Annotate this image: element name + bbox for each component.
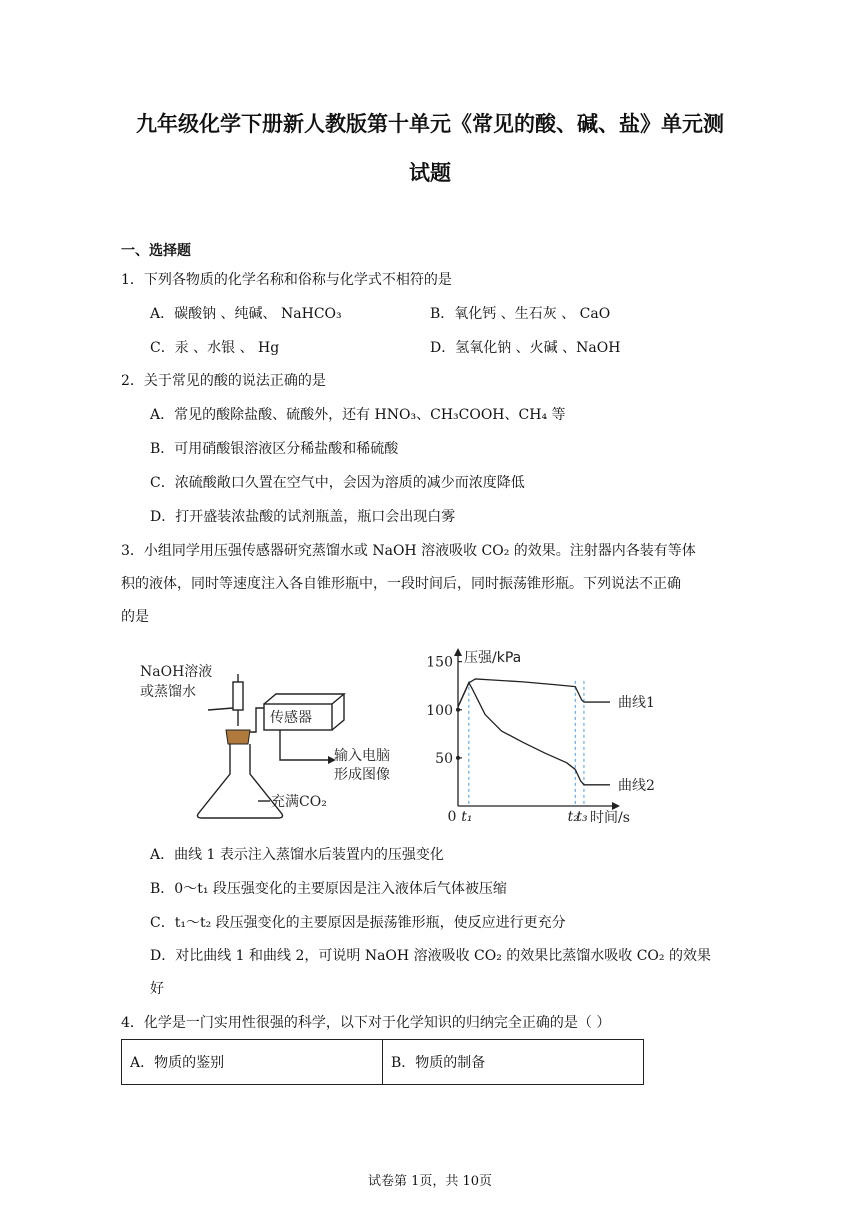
table-cell-b: B．物质的制备 — [383, 1040, 644, 1085]
rubber-stopper — [226, 730, 250, 744]
q4-stem: 4．化学是一门实用性很强的科学，以下对于化学知识的归纳完全正确的是（ ） — [121, 1015, 611, 1031]
page-title-continued: 试题 — [409, 161, 451, 185]
y-tick-label: 50 — [435, 750, 453, 767]
y-tick-dot — [456, 756, 460, 760]
q2-option-d: D．打开盛装浓盐酸的试剂瓶盖，瓶口会出现白雾 — [150, 509, 456, 525]
table-row — [122, 1040, 644, 1085]
series-line-2 — [458, 683, 610, 785]
q3-stem-line3: 的是 — [121, 609, 149, 625]
x-tick-label: 0 — [447, 809, 457, 825]
page-footer: 试卷第 1页，共 10页 — [367, 1174, 493, 1189]
q2-option-c: C．浓硫酸敞口久置在空气中，会因为溶质的减少而浓度降低 — [150, 475, 525, 491]
table-cell-a: A．物质的鉴别 — [122, 1040, 383, 1085]
syringe-barrel — [233, 682, 243, 710]
y-tick-label: 100 — [426, 702, 453, 719]
apparatus-diagram — [138, 646, 388, 826]
q1-option-c: C．汞 、水银 、 Hg — [150, 340, 280, 356]
q3-option-a: A．曲线 1 表示注入蒸馏水后装置内的压强变化 — [150, 847, 444, 863]
q3-option-d-line2: 好 — [150, 981, 164, 997]
q2-option-b: B．可用硝酸银溶液区分稀盐酸和稀硫酸 — [150, 441, 399, 457]
y-tick-label: 150 — [426, 654, 453, 671]
q3-stem-line1: 3．小组同学用压强传感器研究蒸馏水或 NaOH 溶液吸收 CO₂ 的效果。注射器内各装有等体 — [121, 543, 696, 559]
sensor-tube — [245, 708, 264, 732]
q1-option-d: D．氢氧化钠 、火碱 、NaOH — [430, 340, 621, 356]
x-axis-label: 时间/s — [590, 810, 630, 826]
q2-stem: 2．关于常见的酸的说法正确的是 — [121, 373, 326, 389]
diagram-label-sensor: 传感器 — [270, 710, 312, 726]
q3-stem-line2: 积的液体，同时等速度注入各自锥形瓶中，一段时间后，同时振荡锥形瓶。下列说法不正确 — [121, 576, 681, 592]
diagram-label-liquid2: 或蒸馏水 — [140, 684, 196, 700]
y-axis-label: 压强/kPa — [464, 650, 522, 666]
q3-option-d-line1: D．对比曲线 1 和曲线 2，可说明 NaOH 溶液吸收 CO₂ 的效果比蒸馏水吸收 CO₂ 的效果 — [150, 948, 711, 964]
q1-stem: 1．下列各物质的化学名称和俗称与化学式不相符的是 — [121, 272, 452, 288]
diagram-label-gas: 充满CO₂ — [271, 794, 327, 810]
y-axis-arrow — [454, 648, 462, 656]
q3-option-c: C．t₁～t₂ 段压强变化的主要原因是振荡锥形瓶，使反应进行更充分 — [150, 915, 566, 931]
x-tick-label: t₃ — [576, 809, 588, 825]
series-line-1 — [458, 679, 610, 707]
series-label-2: 曲线2 — [618, 777, 655, 794]
section-heading: 一、选择题 — [121, 243, 191, 259]
page-title: 九年级化学下册新人教版第十单元《常见的酸、碱、盐》单元测 — [136, 112, 724, 136]
x-axis-arrow — [612, 802, 620, 810]
conical-flask — [198, 744, 283, 818]
q4-table — [121, 1039, 644, 1085]
series-label-1: 曲线1 — [618, 695, 655, 712]
diagram-label-output1: 输入电脑 — [334, 748, 390, 764]
q2-option-a: A．常见的酸除盐酸、硫酸外，还有 HNO₃、CH₃COOH、CH₄ 等 — [150, 407, 566, 423]
y-tick-dot — [456, 708, 460, 712]
q1-option-a: A．碳酸钠 、纯碱、 NaHCO₃ — [150, 306, 342, 322]
x-tick-label: t₂ — [567, 809, 579, 825]
x-tick-label: t₁ — [461, 809, 473, 825]
q1-option-b: B．氧化钙 、生石灰 、 CaO — [430, 306, 611, 322]
diagram-label-output2: 形成图像 — [334, 767, 390, 783]
diagram-label-liquid1: NaOH溶液 — [140, 664, 213, 680]
pressure-chart — [420, 644, 655, 826]
output-arrow — [280, 730, 328, 760]
q3-option-b: B．0～t₁ 段压强变化的主要原因是注入液体后气体被压缩 — [150, 881, 507, 897]
